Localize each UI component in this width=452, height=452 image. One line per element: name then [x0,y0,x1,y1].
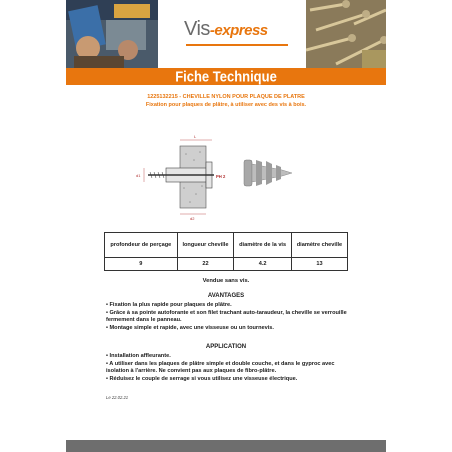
dim-l-label: L [194,134,197,139]
logo-underline [186,44,288,46]
page-title: Fiche Technique [175,68,277,85]
anchor-diagram [136,130,296,220]
datasheet-page [66,0,386,452]
advantages-title: AVANTAGES [207,293,245,299]
screws-photo [306,0,386,68]
header-banner [66,0,386,68]
spec-header-cell: diamètre de la vis [234,233,292,258]
spec-header-cell: profondeur de perçage [105,233,178,258]
anchor-product-image [244,160,292,186]
spec-table [104,232,348,271]
spec-header-cell: longueur cheville [177,233,234,258]
spec-header-row [105,233,348,258]
spec-value-cell: 13 [291,258,347,271]
application-list [106,353,356,383]
product-description: Fixation pour plaques de plâtre, à utiliser avec des vis à bois. [145,102,307,108]
list-item: • Montage simple et rapide, avec une visseuse ou un tournevis. [106,324,274,331]
spec-value-row [105,258,348,271]
title-bar [66,68,386,85]
dim-d2-label: d2 [190,216,195,220]
product-header [66,93,386,109]
brand-logo: Vis-express [184,18,268,40]
tools-photo [66,0,158,68]
sold-note: Vendue sans vis. [202,278,250,284]
ph-label: PH 2 [216,174,226,179]
spec-header-cell: diamètre cheville [291,233,347,258]
list-item: • Fixation la plus rapide pour plaques de plâtre. [106,302,232,308]
spec-value-cell: 9 [105,258,178,271]
application-title: APPLICATION [205,344,247,350]
product-ref: 1225132215 - CHEVILLE NYLON POUR PLAQUE DE PLATRE [147,94,305,100]
list-item: • A utiliser dans les plaques de plâtre simple et double couche, et dans le gyproc avec isolation à l'arrière. Ne convient pas aux plaques de fibro-plâtre. [106,360,335,375]
dim-d1-label: d1 [136,173,141,178]
document-date: Le 22.02.21 [106,395,129,400]
spec-value-cell: 4.2 [234,258,292,271]
list-item: • Grâce à sa pointe autoforante et son filet trachant auto-taraudeur, la cheville se verrouille fermement dans le panneau. [106,309,347,324]
footer-bar [66,440,386,452]
spec-value-cell: 22 [177,258,234,271]
list-item: • Réduisez le couple de serrage si vous utilisez une visseuse électrique. [106,375,298,382]
advantages-list [106,302,356,332]
list-item: • Installation affleurante. [106,353,171,359]
